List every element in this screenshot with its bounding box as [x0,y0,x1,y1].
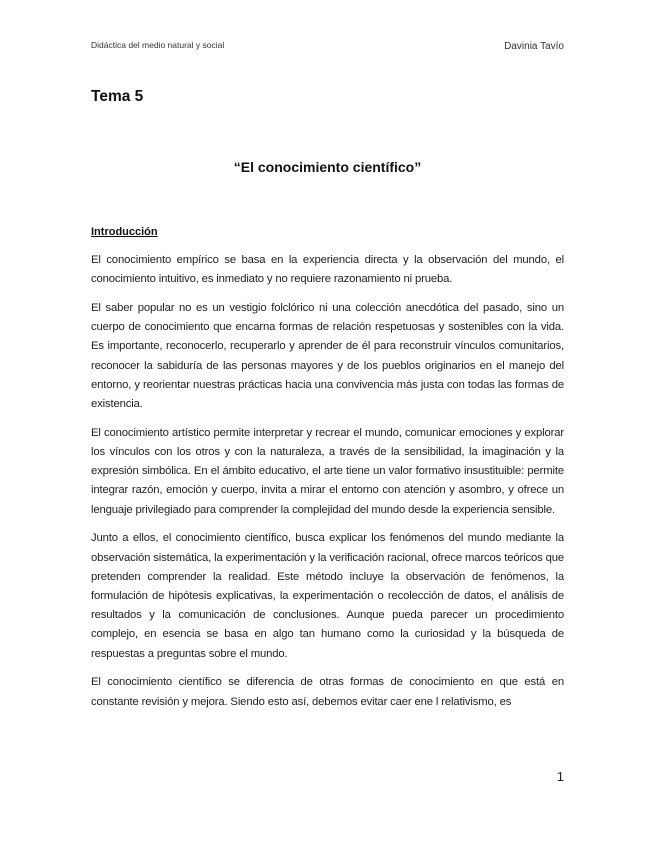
body-text [91,251,564,741]
paragraph: El conocimiento empírico se basa en la experiencia directa y la observación del mundo, el conocimiento intuitivo, es inmediato y no requiere razonamiento ni prueba. [91,254,564,286]
paragraph: El conocimiento artístico permite interpretar y recrear el mundo, comunicar emociones y explorar los vínculos con los otros y con la naturaleza, a través de la sensibilidad, la imaginación y la expresión simbólica. En el ámbito educativo, el arte tiene un valor formativo insustituible: permite integrar razón, emoción y cuerpo, invita a mirar el entorno con atención y asombro, y ofrece un lenguaje privilegiado para comprender la complejidad del mundo desde la experiencia sensible. [91,426,564,516]
paragraph: Junto a ellos, el conocimiento científico, busca explicar los fenómenos del mundo mediante la observación sistemática, la experimentación y la verificación racional, ofrece marcos teóricos que pretenden comprender la realidad. Este método incluye la observación de fenómenos, la formulación de hipótesis explicativas, la experimentación o recolección de datos, el análisis de resultados y la comunicación de conclusiones. Aunque pueda parecer un procedimiento complejo, en esencia se basa en algo tan humano como la curiosidad y la búsqueda de respuestas a preguntas sobre el mundo. [91,532,564,660]
page-number: 1 [556,769,564,784]
paragraph: El conocimiento científico se diferencia de otras formas de conocimiento en que está en constante revisión y mejora. Siendo esto así, debemos evitar caer ene l relativismo, es [91,676,564,708]
header-course-title: Didáctica del medio natural y social [91,40,225,50]
topic-heading: Tema 5 [91,88,144,105]
document-title: “El conocimiento científico” [233,159,422,175]
paragraph: El saber popular no es un vestigio folclórico ni una colección anecdótica del pasado, sino un cuerpo de conocimiento que encarna formas de relación respetuosas y sostenibles con la vida. Es importante, reconocerlo, recuperarlo y aprender de él para reconstruir vínculos comunitarios, reconocer la sabiduría de las personas mayores y de los pueblos originarios en el manejo del entorno, y reorientar nuestras prácticas hacia una convivencia más justa con todas las formas de existencia. [91,302,564,411]
section-heading-introduccion: Introducción [91,226,158,238]
header-author: Davinia Tavío [504,41,564,52]
